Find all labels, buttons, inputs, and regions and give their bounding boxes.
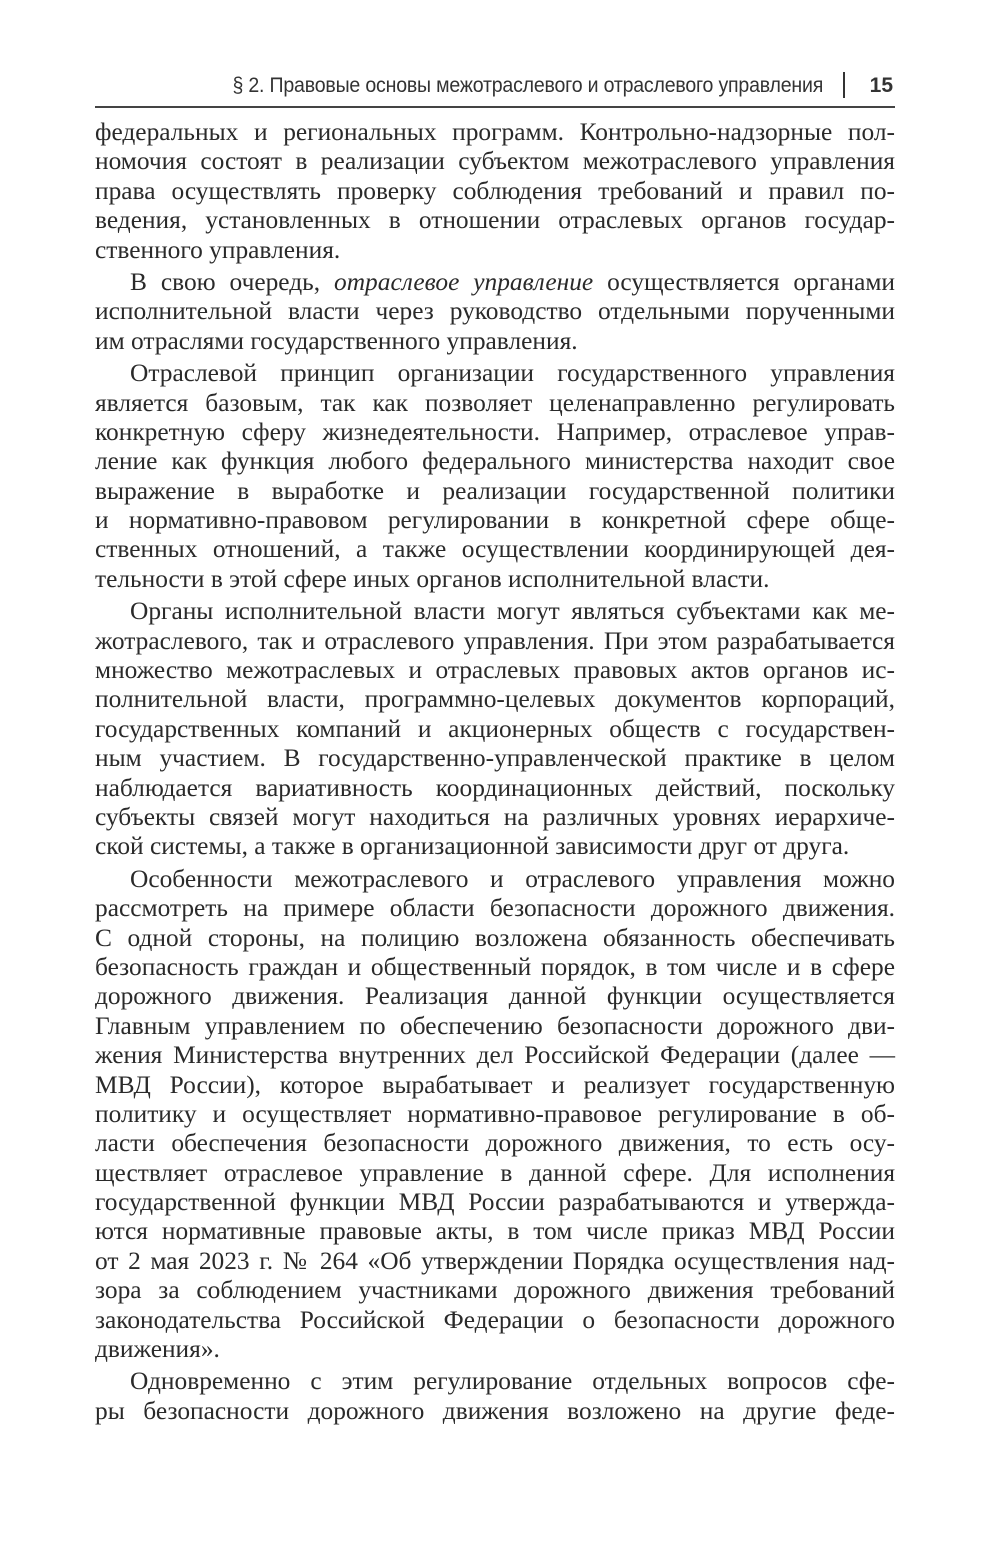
text-line: Особенности межотраслевого и отраслевого управления можно — [130, 864, 895, 893]
paragraph — [95, 268, 895, 356]
text-line: федеральных и региональных программ. Контрольно-надзорные пол- — [95, 118, 895, 146]
text-line: движения». — [95, 1335, 220, 1364]
text-line: от 2 мая 2023 г. № 264 «Об утверждении Порядка осуществления над- — [95, 1246, 895, 1275]
paragraph — [95, 597, 895, 862]
text-line: жотраслевого, так и отраслевого управления. При этом разрабатывается — [95, 626, 895, 655]
text-line: Органы исполнительной власти могут являться субъектами как ме- — [130, 597, 895, 626]
text-line: зора за соблюдением участниками дорожного движения требований — [95, 1276, 895, 1305]
text-line: МВД России), которое вырабатывает и реализует государственную — [95, 1070, 895, 1099]
text-line: номочия состоят в реализации субъектом межотраслевого управления — [95, 147, 895, 176]
text-line: государственной функции МВД России разрабатываются и утвержда- — [95, 1188, 895, 1217]
text-line: множество межотраслевых и отраслевых правовых актов органов ис- — [95, 656, 895, 685]
text-line: тельности в этой сфере иных органов исполнительной власти. — [95, 564, 770, 593]
text-line: исполнительной власти через руководство отдельными порученными — [95, 297, 895, 326]
text-line: ление как функция любого федерального министерства находит свое — [95, 447, 895, 476]
text-line: ры безопасности дорожного движения возложено на другие феде- — [95, 1396, 895, 1425]
text-line: С одной стороны, на полицию возложена обязанность обеспечивать — [95, 923, 895, 952]
text-line: Отраслевой принцип организации государственного управления — [130, 359, 895, 388]
header-separator — [843, 72, 845, 98]
text-line: Одновременно с этим регулирование отдельных вопросов сфе- — [130, 1367, 895, 1396]
text-line: права осуществлять проверку соблюдения требований и правил по- — [95, 176, 895, 205]
text-line: Главным управлением по обеспечению безопасности дорожного дви- — [95, 1011, 895, 1040]
running-header — [95, 64, 895, 104]
text-line: государственных компаний и акционерных обществ с государствен- — [95, 714, 895, 743]
header-rule — [95, 106, 895, 108]
paragraph — [95, 118, 895, 265]
text-line: ведения, установленных в отношении отраслевых органов государ- — [95, 206, 895, 235]
paragraph — [95, 865, 895, 1365]
text-line: политику и осуществляет нормативно-правовое регулирование в об- — [95, 1099, 895, 1128]
text-line: ным участием. В государственно-управленческой практике в целом — [95, 744, 895, 773]
text-line: жения Министерства внутренних дел Российской Федерации (далее — — [95, 1041, 895, 1070]
text-line: ственных отношений, а также осуществлении координирующей дея- — [95, 535, 895, 564]
page-number: 15 — [869, 74, 893, 97]
text-line: им отраслями государственного управления. — [95, 326, 578, 355]
text-line: конкретную сферу жизнедеятельности. Например, отраслевое управ- — [95, 417, 895, 446]
running-header-title: § 2. Правовые основы межотраслевого и отраслевого управления — [232, 74, 823, 97]
text-line: является базовым, так как позволяет целенаправленно регулировать — [95, 388, 895, 417]
paragraph — [95, 359, 895, 594]
text-line: ются нормативные правовые акты, в том числе приказ МВД России — [95, 1217, 895, 1246]
text-line: безопасность граждан и общественный порядок, в том числе и в сфере — [95, 952, 895, 981]
text-line: наблюдается вариативность координационных действий, поскольку — [95, 773, 895, 802]
text-line: ласти обеспечения безопасности дорожного движения, то есть осу- — [95, 1129, 895, 1158]
text-line: рассмотреть на примере области безопасности дорожного движения. — [95, 894, 895, 923]
text-line: полнительной власти, программно-целевых документов корпораций, — [95, 685, 895, 714]
text-line: дорожного движения. Реализация данной функции осуществляется — [95, 982, 895, 1011]
text-line: В свою очередь, отраслевое управление осуществляется органами — [130, 267, 896, 296]
text-line: ственного управления. — [95, 235, 341, 264]
text-line: субъекты связей могут находиться на различных уровнях иерархиче- — [95, 802, 895, 831]
emphasized-term: отраслевое управление — [334, 267, 594, 296]
text-line: и нормативно-правовом регулировании в конкретной сфере обще- — [95, 506, 895, 535]
paragraph — [95, 1367, 895, 1426]
text-line: ществляет отраслевое управление в данной сфере. Для исполнения — [95, 1158, 895, 1187]
text-line: ской системы, а также в организационной зависимости друг от друга. — [95, 832, 850, 861]
text-line: законодательства Российской Федерации о безопасности дорожного — [95, 1305, 895, 1334]
text-line: выражение в выработке и реализации государственной политики — [95, 476, 895, 505]
body-text — [95, 118, 895, 1426]
